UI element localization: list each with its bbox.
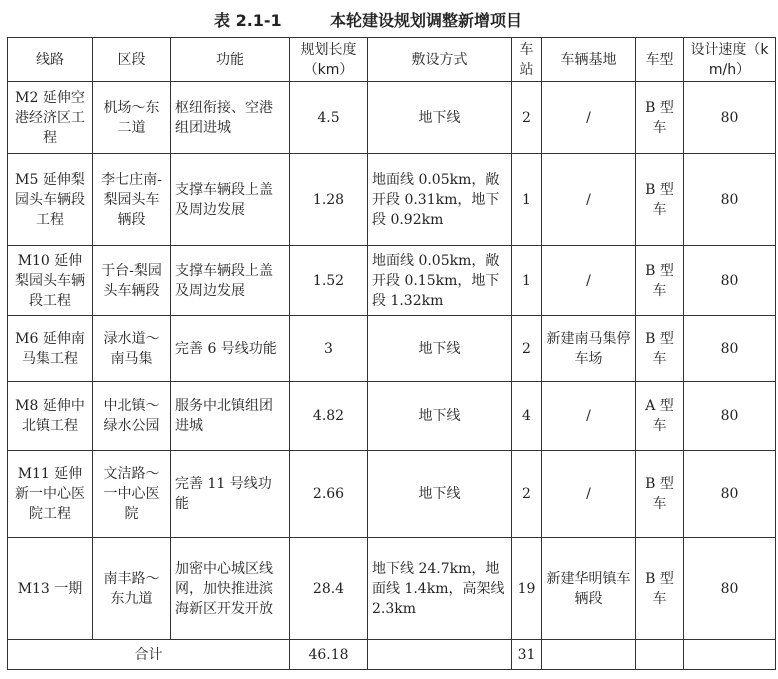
cell-line: M6 延伸南马集工程 bbox=[8, 316, 93, 382]
cell-section: 渌水道～南马集 bbox=[93, 316, 171, 382]
col-header-speed: 设计速度（km/h） bbox=[684, 38, 776, 82]
cell-section: 南丰路～东九道 bbox=[93, 538, 171, 640]
cell-stations: 1 bbox=[512, 154, 542, 246]
cell-length: 4.5 bbox=[290, 82, 368, 154]
cell-laying: 地下线 bbox=[368, 82, 512, 154]
cell-depot: / bbox=[542, 451, 636, 538]
cell-line: M8 延伸中北镇工程 bbox=[8, 382, 93, 451]
cell-laying: 地面线 0.05km，敞开段 0.31km，地下段 0.92km bbox=[368, 154, 512, 246]
cell-laying: 地下线 bbox=[368, 451, 512, 538]
cell-laying: 地面线 0.05km，敞开段 0.15km，地下段 1.32km bbox=[368, 246, 512, 316]
cell-depot: / bbox=[542, 246, 636, 316]
col-header-line: 线路 bbox=[8, 38, 93, 82]
total-empty bbox=[684, 640, 776, 670]
col-header-length: 规划长度（km） bbox=[290, 38, 368, 82]
cell-stations: 2 bbox=[512, 82, 542, 154]
cell-speed: 80 bbox=[684, 246, 776, 316]
cell-function: 支撑车辆段上盖及周边发展 bbox=[171, 246, 290, 316]
cell-vehicle: B 型车 bbox=[636, 154, 684, 246]
cell-line: M11 延伸新一中心医院工程 bbox=[8, 451, 93, 538]
cell-line: M13 一期 bbox=[8, 538, 93, 640]
col-header-vehicle: 车型 bbox=[636, 38, 684, 82]
cell-speed: 80 bbox=[684, 382, 776, 451]
cell-depot: / bbox=[542, 154, 636, 246]
cell-stations: 1 bbox=[512, 246, 542, 316]
total-empty bbox=[368, 640, 512, 670]
cell-length: 2.66 bbox=[290, 451, 368, 538]
cell-length: 3 bbox=[290, 316, 368, 382]
cell-length: 1.28 bbox=[290, 154, 368, 246]
cell-function: 加密中心城区线网，加快推进滨海新区开发开放 bbox=[171, 538, 290, 640]
table-title: 本轮建设规划调整新增项目 bbox=[330, 11, 523, 30]
cell-length: 28.4 bbox=[290, 538, 368, 640]
cell-section: 于台-梨园头车辆段 bbox=[93, 246, 171, 316]
cell-line: M10 延伸梨园头车辆段工程 bbox=[8, 246, 93, 316]
cell-vehicle: A 型车 bbox=[636, 382, 684, 451]
table-row bbox=[8, 382, 776, 451]
cell-vehicle: B 型车 bbox=[636, 538, 684, 640]
table-row bbox=[8, 82, 776, 154]
cell-vehicle: B 型车 bbox=[636, 82, 684, 154]
cell-depot: 新建南马集停车场 bbox=[542, 316, 636, 382]
col-header-section: 区段 bbox=[93, 38, 171, 82]
table-row bbox=[8, 538, 776, 640]
table-number: 表 2.1-1 bbox=[214, 11, 282, 30]
total-row bbox=[8, 640, 776, 670]
cell-stations: 19 bbox=[512, 538, 542, 640]
table-row bbox=[8, 316, 776, 382]
col-header-stations: 车站 bbox=[512, 38, 542, 82]
table-row bbox=[8, 451, 776, 538]
cell-stations: 2 bbox=[512, 451, 542, 538]
cell-section: 文洁路～一中心医院 bbox=[93, 451, 171, 538]
total-empty bbox=[636, 640, 684, 670]
table-caption bbox=[0, 8, 778, 32]
cell-function: 完善 11 号线功能 bbox=[171, 451, 290, 538]
total-empty bbox=[542, 640, 636, 670]
col-header-function: 功能 bbox=[171, 38, 290, 82]
cell-length: 1.52 bbox=[290, 246, 368, 316]
cell-laying: 地下线 bbox=[368, 316, 512, 382]
cell-depot: / bbox=[542, 382, 636, 451]
cell-speed: 80 bbox=[684, 451, 776, 538]
cell-stations: 4 bbox=[512, 382, 542, 451]
cell-line: M2 延伸空港经济区工程 bbox=[8, 82, 93, 154]
cell-section: 中北镇～绿水公园 bbox=[93, 382, 171, 451]
cell-depot: / bbox=[542, 82, 636, 154]
table-row bbox=[8, 246, 776, 316]
col-header-laying: 敷设方式 bbox=[368, 38, 512, 82]
cell-speed: 80 bbox=[684, 316, 776, 382]
cell-speed: 80 bbox=[684, 538, 776, 640]
total-label: 合计 bbox=[8, 640, 290, 670]
cell-line: M5 延伸梨园头车辆段工程 bbox=[8, 154, 93, 246]
cell-length: 4.82 bbox=[290, 382, 368, 451]
cell-speed: 80 bbox=[684, 82, 776, 154]
cell-depot: 新建华明镇车辆段 bbox=[542, 538, 636, 640]
cell-speed: 80 bbox=[684, 154, 776, 246]
cell-vehicle: B 型车 bbox=[636, 451, 684, 538]
table-row bbox=[8, 154, 776, 246]
cell-section: 机场～东二道 bbox=[93, 82, 171, 154]
cell-function: 服务中北镇组团进城 bbox=[171, 382, 290, 451]
cell-section: 李七庄南-梨园头车辆段 bbox=[93, 154, 171, 246]
cell-function: 支撑车辆段上盖及周边发展 bbox=[171, 154, 290, 246]
total-length: 46.18 bbox=[290, 640, 368, 670]
cell-function: 枢纽衔接、空港组团进城 bbox=[171, 82, 290, 154]
col-header-depot: 车辆基地 bbox=[542, 38, 636, 82]
cell-function: 完善 6 号线功能 bbox=[171, 316, 290, 382]
cell-laying: 地下线 24.7km，地面线 1.4km，高架线 2.3km bbox=[368, 538, 512, 640]
cell-laying: 地下线 bbox=[368, 382, 512, 451]
project-table bbox=[7, 37, 776, 670]
header-row bbox=[8, 38, 776, 82]
cell-vehicle: B 型车 bbox=[636, 246, 684, 316]
cell-vehicle: B 型车 bbox=[636, 316, 684, 382]
total-stations: 31 bbox=[512, 640, 542, 670]
cell-stations: 2 bbox=[512, 316, 542, 382]
